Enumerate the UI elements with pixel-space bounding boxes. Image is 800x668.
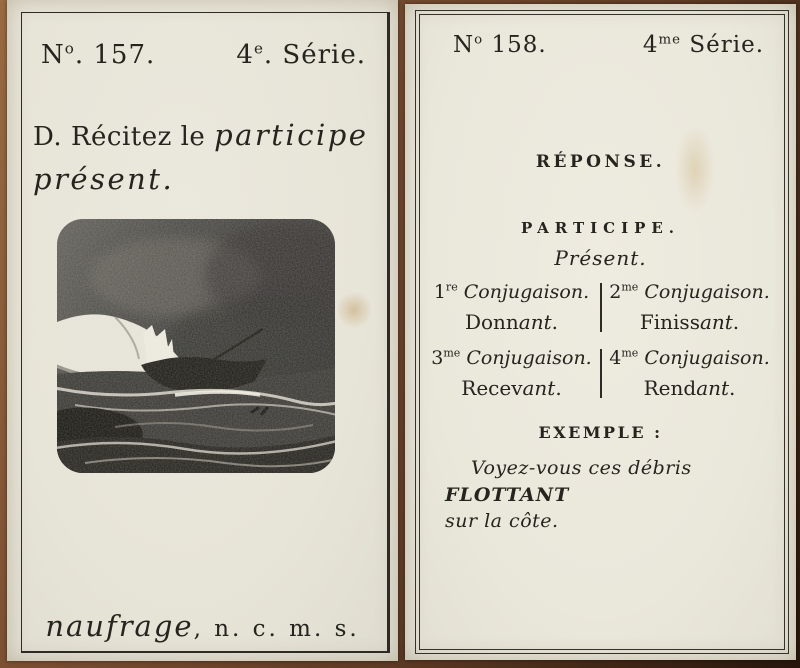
column-divider-rule xyxy=(600,283,602,332)
participle-stem: Donn xyxy=(464,310,519,334)
card-number-sup: o xyxy=(474,32,484,48)
conjugation-cell-3 xyxy=(425,347,597,400)
conjugation-word: Conjugaison. xyxy=(463,281,590,303)
participle-ending: ant xyxy=(522,376,556,400)
conjugation-row xyxy=(405,347,796,400)
conjugation-word: Conjugaison. xyxy=(644,347,770,369)
conjugation-word: Conjugaison. xyxy=(644,281,770,303)
card-number xyxy=(453,32,547,58)
prompt-term-participe: participe xyxy=(214,118,369,152)
participle-period: . xyxy=(732,310,740,334)
participle-ending: ant xyxy=(696,376,730,400)
example-sentence xyxy=(445,455,760,535)
prompt-lead-text: D. Récitez le xyxy=(33,122,215,152)
litho-grain-texture xyxy=(55,217,337,475)
card-series-sup: e xyxy=(253,39,264,58)
question-card xyxy=(7,0,398,661)
conjugation-number: 2 xyxy=(609,281,622,303)
caption-word: naufrage xyxy=(45,609,194,643)
participle-stem: Finiss xyxy=(639,310,700,334)
naufrage-illustration xyxy=(55,217,337,475)
card-number-rest: . 157. xyxy=(74,40,156,70)
exemple-heading: EXEMPLE : xyxy=(538,423,663,442)
illustration-container xyxy=(55,217,398,479)
participle-ending: ant xyxy=(518,310,552,334)
participle-word xyxy=(425,376,597,400)
conjugation-ordinal: me xyxy=(443,346,461,360)
question-prompt xyxy=(7,70,398,201)
example-line-2: sur la côte. xyxy=(445,510,559,533)
card-series-rest: . Série. xyxy=(263,40,366,70)
card-number xyxy=(41,40,155,70)
illustration-caption xyxy=(7,609,398,643)
conjugation-number: 4 xyxy=(609,347,622,369)
card-series xyxy=(236,40,366,70)
conjugation-number: 3 xyxy=(431,347,444,369)
conjugation-ordinal: me xyxy=(621,346,639,360)
participle-word xyxy=(425,310,597,334)
prompt-term-present: présent. xyxy=(33,161,175,196)
conjugation-cell-1 xyxy=(425,281,597,334)
card-number-prefix: N xyxy=(453,32,475,58)
tense-heading: Présent. xyxy=(554,246,647,270)
caption-grammar-abbrev: , n. c. m. s. xyxy=(193,616,360,642)
conjugation-ordinal: re xyxy=(445,280,458,294)
participle-period: . xyxy=(555,376,562,400)
conjugation-ordinal: me xyxy=(621,280,639,294)
participle-stem: Recev xyxy=(461,376,523,400)
card-series-sup: me xyxy=(658,32,682,48)
conjugation-cell-2 xyxy=(604,281,776,334)
card-number-sup: o xyxy=(64,39,75,58)
conjugation-label xyxy=(604,347,776,369)
conjugation-label xyxy=(425,347,597,369)
card-header xyxy=(405,4,796,58)
conjugation-word: Conjugaison. xyxy=(466,347,592,369)
answer-card xyxy=(405,4,796,660)
participe-heading: PARTICIPE. xyxy=(520,219,681,237)
example-lead-text: Voyez-vous ces débris xyxy=(471,457,692,479)
card-series-rest: Série. xyxy=(681,32,764,58)
card-number-prefix: N xyxy=(41,40,65,70)
participle-word xyxy=(604,310,776,334)
card-number-rest: 158. xyxy=(483,32,547,58)
example-line-1 xyxy=(445,455,760,508)
participle-period: . xyxy=(551,310,558,334)
conjugation-label xyxy=(604,281,776,303)
participle-period: . xyxy=(729,376,736,400)
column-divider-rule xyxy=(600,349,602,398)
conjugation-cell-4 xyxy=(604,347,776,400)
conjugation-number: 1 xyxy=(433,281,446,303)
participle-ending: ant xyxy=(699,310,733,334)
participle-stem: Rend xyxy=(643,376,697,400)
card-series-prefix: 4 xyxy=(236,40,254,70)
conjugation-row xyxy=(405,281,796,334)
card-series xyxy=(643,32,764,58)
conjugation-label xyxy=(425,281,597,303)
card-series-prefix: 4 xyxy=(642,32,659,58)
card-header xyxy=(7,0,398,70)
response-heading: RÉPONSE. xyxy=(535,152,666,172)
storm-sea-scene xyxy=(55,217,337,475)
participle-word xyxy=(604,376,776,400)
example-emphasized-word: FLOTTANT xyxy=(445,483,570,506)
